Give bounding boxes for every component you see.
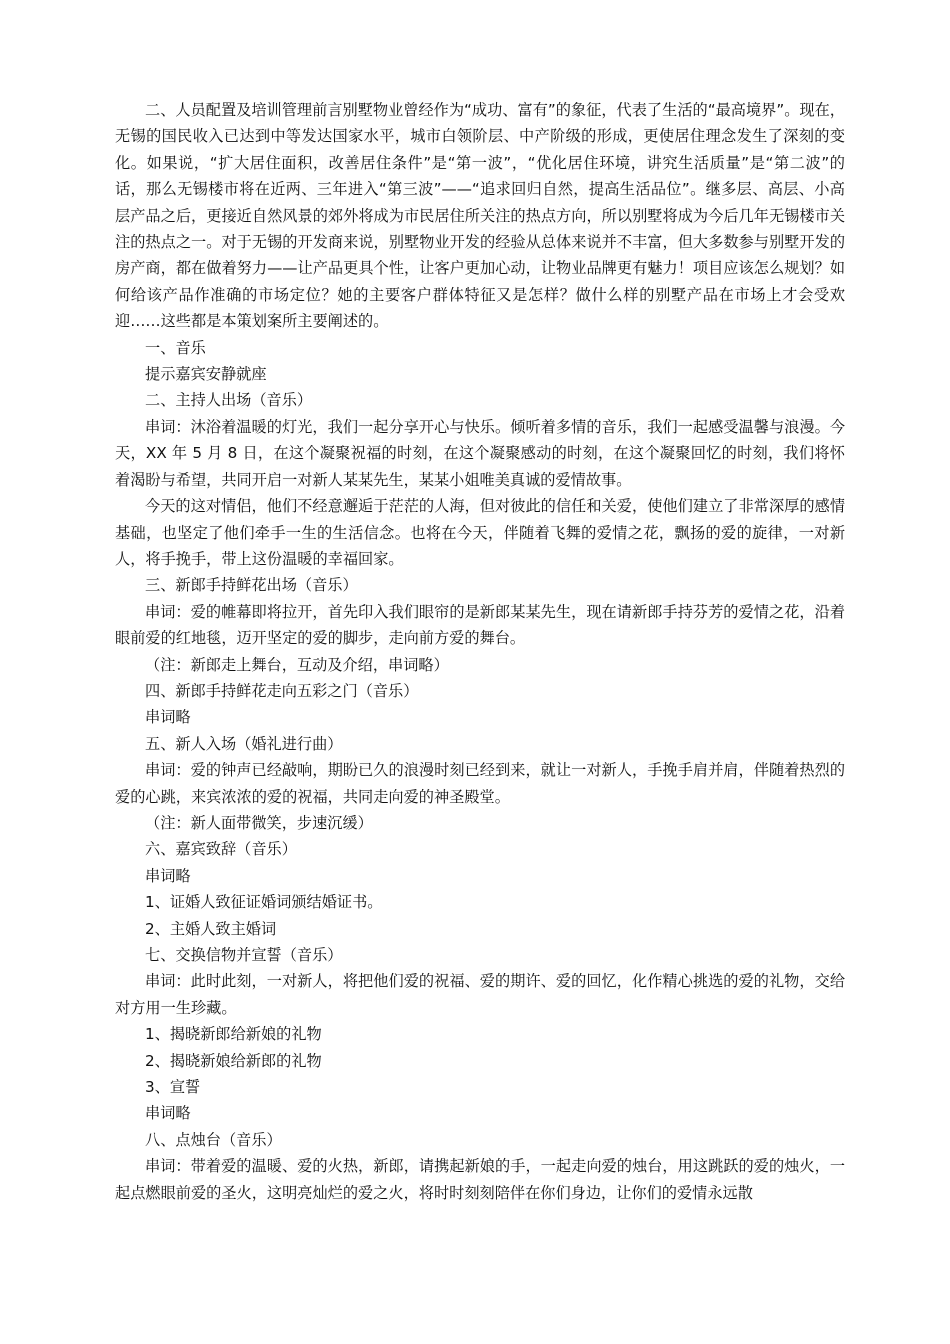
heading-music: 一、音乐 <box>145 338 206 357</box>
heading-couple-entrance: 五、新人入场（婚礼进行曲） <box>145 734 343 753</box>
list-item: 1、证婚人致征证婚词颁结婚证书。 <box>145 893 383 912</box>
paragraph: 串词略 <box>145 866 191 885</box>
paragraph-preface: 二、人员配置及培训管理前言别墅物业曾经作为“成功、富有”的象征，代表了生活的“最高境界”。现在，无锡的国民收入已达到中等发达国家水平，城市白领阶层、中产阶级的形成，更使居住理念发生了深刻的变化。如果说，“扩大居住面积，改善居住条件”是“第一波”，“优化居住环境，讲究生活质量”是“第二波”的话，那么无锡楼市将在近两、三年进入“第三波”——“追求回归自然，提高生活品位”。继多层、高层、小高层产品之后，更接近自然风景的郊外将成为市民居住所关注的热点方向，所以别墅将成为今后几年无锡楼市关注的热点之一。对于无锡的开发商来说，别墅物业开发的经验从总体来说并不丰富，但大多数参与别墅开发的房产商，都在做着努力——让产品更具个性，让客户更加心动，让物业品牌更有魅力！项目应该怎么规划？如何给该产品作准确的市场定位？她的主要客户群体特征又是怎样？做什么样的别墅产品在市场上才会受欢迎……这些都是本策划案所主要阐述的。 <box>115 101 845 331</box>
paragraph: 串词略 <box>145 708 191 727</box>
paragraph: 串词略 <box>145 1104 191 1123</box>
paragraph: 串词：爱的钟声已经敲响，期盼已久的浪漫时刻已经到来，就让一对新人，手挽手肩并肩，伴随着热烈的爱的心跳，来宾浓浓的爱的祝福，共同走向爱的神圣殿堂。 <box>115 761 845 806</box>
heading-groom-door: 四、新郎手持鲜花走向五彩之门（音乐） <box>145 681 419 700</box>
paragraph: 串词：带着爱的温暖、爱的火热，新郎，请携起新娘的手，一起走向爱的烛台，用这跳跃的爱的烛火，一起点燃眼前爱的圣火，这明亮灿烂的爱之火，将时时刻刻陪伴在你们身边，让你们的爱情永远散 <box>115 1157 845 1202</box>
heading-host-entrance: 二、主持人出场（音乐） <box>145 391 313 410</box>
note: （注：新郎走上舞台，互动及介绍，串词略） <box>145 655 449 674</box>
list-item: 3、宣誓 <box>145 1078 201 1097</box>
list-item: 2、揭晓新娘给新郎的礼物 <box>145 1051 322 1070</box>
heading-candle: 八、点烛台（音乐） <box>145 1130 282 1149</box>
heading-guest-speech: 六、嘉宾致辞（音乐） <box>145 840 297 859</box>
paragraph: 今天的这对情侣，他们不经意邂逅于茫茫的人海，但对彼此的信任和关爱，使他们建立了非常深厚的感情基础，也坚定了他们牵手一生的生活信念。也将在今天，伴随着飞舞的爱情之花，飘扬的爱的旋律，一对新人，将手挽手，带上这份温暖的幸福回家。 <box>115 497 845 568</box>
heading-groom-entrance: 三、新郎手持鲜花出场（音乐） <box>145 576 358 595</box>
paragraph: 串词：沐浴着温暖的灯光，我们一起分享开心与快乐。倾听着多情的音乐，我们一起感受温馨与浪漫。今天，XX 年 5 月 8 日，在这个凝聚祝福的时刻，在这个凝聚感动的时刻，在这个凝聚回忆的时刻，我们将怀着渴盼与希望，共同开启一对新人某某先生，某某小姐唯美真诚的爱情故事。 <box>115 417 845 489</box>
list-item: 2、主婚人致主婚词 <box>145 919 277 938</box>
paragraph: 串词：此时此刻，一对新人，将把他们爱的祝福、爱的期许、爱的回忆，化作精心挑选的爱的礼物，交给对方用一生珍藏。 <box>115 972 845 1017</box>
note: （注：新人面带微笑，步速沉缓） <box>145 813 373 832</box>
heading-exchange-vows: 七、交换信物并宣誓（音乐） <box>145 946 343 964</box>
list-item: 1、揭晓新郎给新娘的礼物 <box>145 1025 322 1044</box>
document-page <box>115 97 845 1206</box>
paragraph: 提示嘉宾安静就座 <box>145 365 267 384</box>
paragraph: 串词：爱的帷幕即将拉开，首先印入我们眼帘的是新郎某某先生，现在请新郎手持芬芳的爱情之花，沿着眼前爱的红地毯，迈开坚定的爱的脚步，走向前方爱的舞台。 <box>115 602 845 648</box>
